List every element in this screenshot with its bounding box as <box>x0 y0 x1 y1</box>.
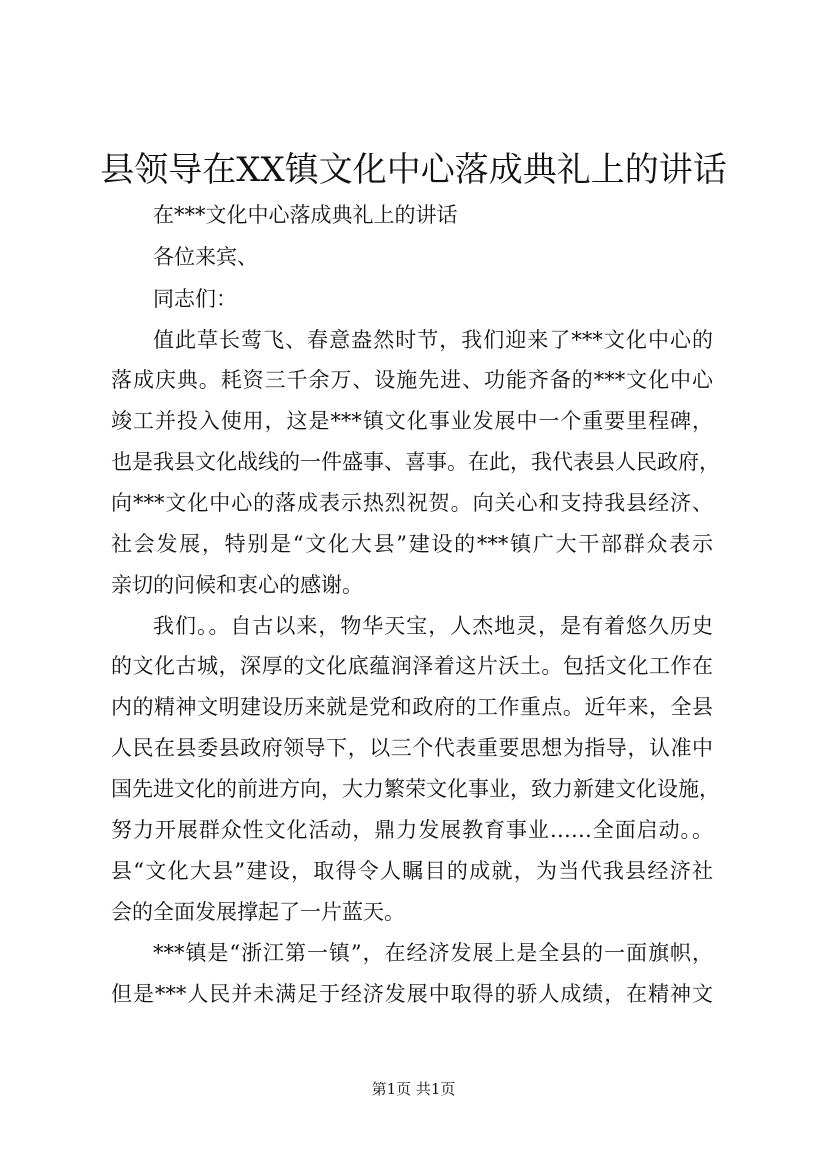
paragraph-line: 内的精神文明建设历来就是党和政府的工作重点。近年来，全县 <box>111 695 713 719</box>
paragraph-line: 竣工并投入使用，这是***镇文化事业发展中一个重要里程碑， <box>111 409 713 433</box>
paragraph-line: 社会发展，特别是“文化大县”建设的***镇广大干部群众表示 <box>111 532 713 556</box>
paragraph-line: 亲切的问候和衷心的感谢。 <box>111 573 363 597</box>
paragraph-line: 也是我县文化战线的一件盛事、喜事。在此，我代表县人民政府， <box>111 450 720 474</box>
paragraph-line: 我们。。自古以来，物华天宝，人杰地灵，是有着悠久历史 <box>153 614 713 638</box>
paragraph-line: ***镇是“浙江第一镇”，在经济发展上是全县的一面旗帜， <box>153 941 713 965</box>
subtitle-line: 在***文化中心落成典礼上的讲话 <box>153 203 458 227</box>
paragraph-line: 落成庆典。耗资三千余万、设施先进、功能齐备的***文化中心 <box>111 368 713 392</box>
salutation-line: 各位来宾、 <box>153 245 258 269</box>
paragraph-line: 但是***人民并未满足于经济发展中取得的骄人成绩，在精神文 <box>111 982 713 1006</box>
page-number-footer: 第1页 共1页 <box>371 1080 456 1098</box>
paragraph-line: 国先进文化的前进方向，大力繁荣文化事业，致力新建文化设施， <box>111 777 720 801</box>
salutation-line: 同志们： <box>153 287 237 311</box>
paragraph-line: 努力开展群众性文化活动，鼎力发展教育事业……全面启动。。 <box>111 818 713 842</box>
paragraph-line: 人民在县委县政府领导下，以三个代表重要思想为指导，认准中 <box>111 736 713 760</box>
paragraph-line: 会的全面发展撑起了一片蓝天。 <box>111 900 405 924</box>
paragraph-line: 的文化古城，深厚的文化底蕴润泽着这片沃土。包括文化工作在 <box>111 654 713 678</box>
paragraph-line: 向***文化中心的落成表示热烈祝贺。向关心和支持我县经济、 <box>111 491 713 515</box>
document-title: 县领导在XX镇文化中心落成典礼上的讲话 <box>100 150 727 190</box>
paragraph-line: 县“文化大县”建设，取得令人瞩目的成就，为当代我县经济社 <box>111 859 713 883</box>
paragraph-line: 值此草长莺飞、春意盎然时节，我们迎来了***文化中心的 <box>153 328 713 352</box>
